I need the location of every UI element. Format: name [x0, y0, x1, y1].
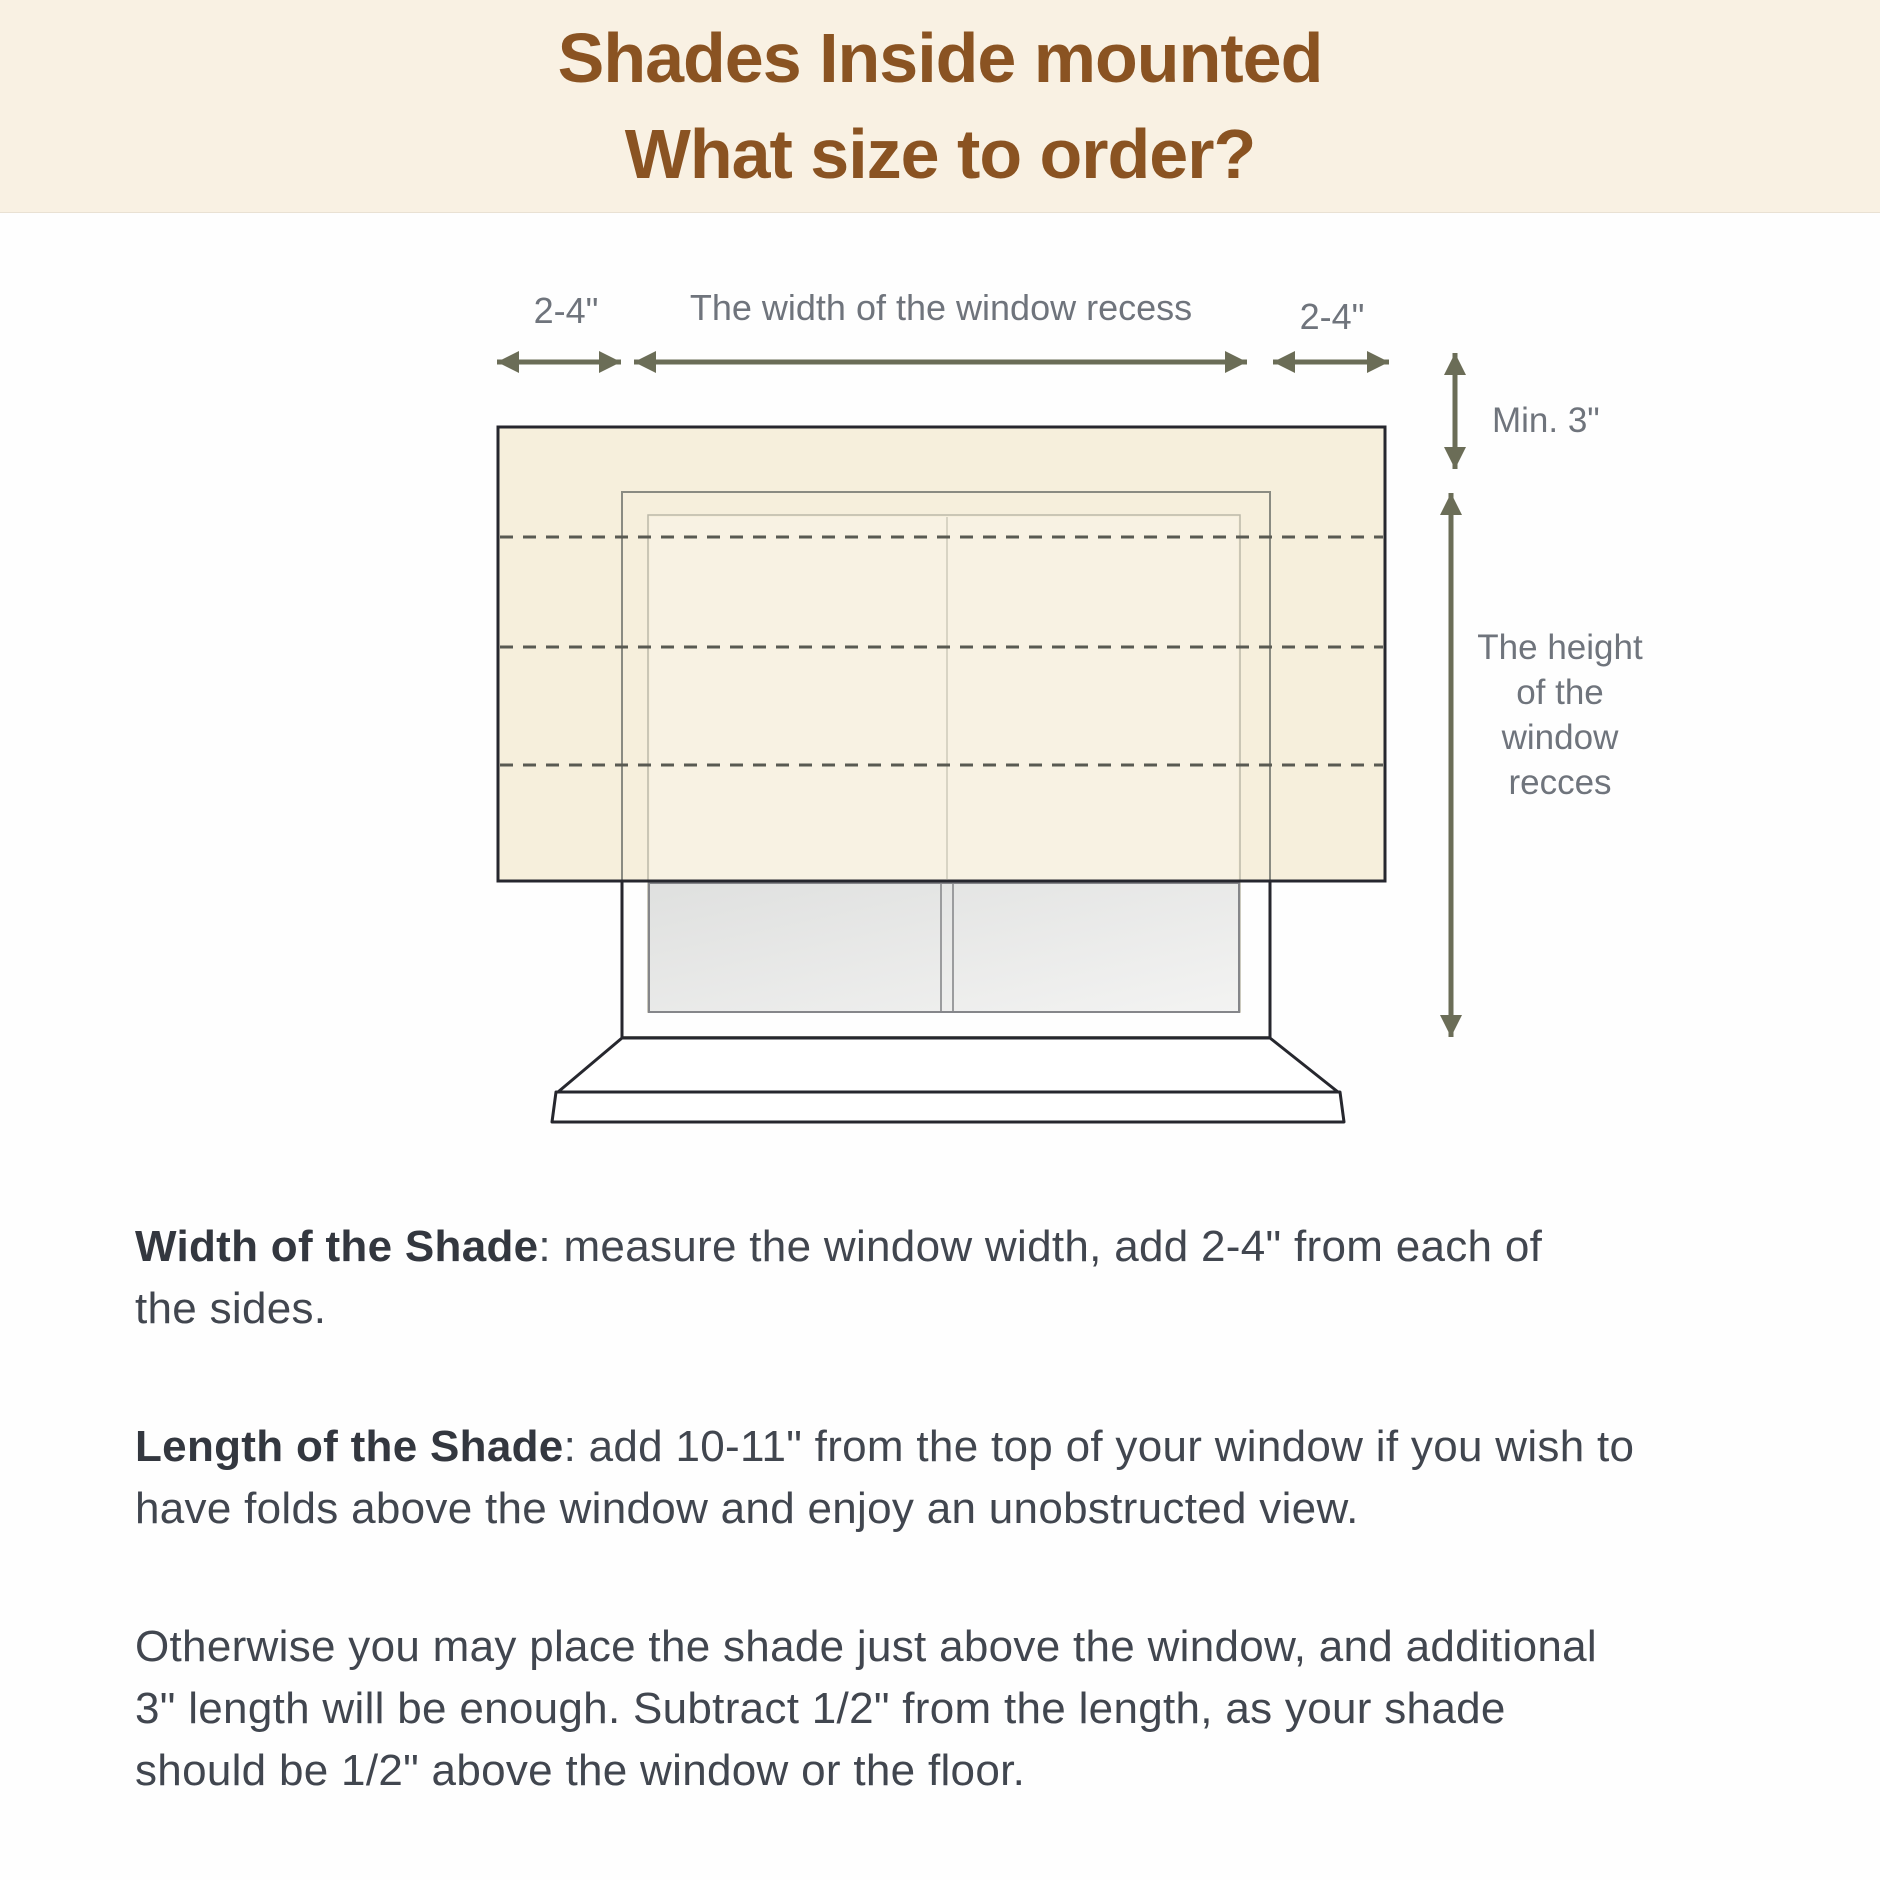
- otherwise-instruction-text2: 3" length will be enough. Subtract 1/2" from the length, as your shade: [135, 1684, 1506, 1733]
- length-instruction-text2: have folds above the window and enjoy an unobstructed view.: [135, 1484, 1359, 1533]
- width-instruction-text2: the sides.: [135, 1284, 327, 1333]
- page-title-line1: Shades Inside mounted: [557, 19, 1323, 97]
- length-instruction: [135, 1416, 1775, 1540]
- recess-height-label: [1450, 625, 1670, 805]
- right-overhang-label: 2-4": [1299, 296, 1365, 337]
- otherwise-instruction-text3: should be 1/2" above the window or the floor.: [135, 1746, 1026, 1795]
- recess-height-label-line4: recces: [1508, 763, 1612, 802]
- windowsill-front: [552, 1092, 1344, 1122]
- min-gap-label: Min. 3": [1492, 401, 1600, 440]
- otherwise-instruction: [135, 1616, 1775, 1802]
- page-title-line2: What size to order?: [624, 115, 1256, 193]
- instructions: [135, 1216, 1775, 1802]
- width-instruction: [135, 1216, 1775, 1340]
- length-instruction-lead: Length of the Shade: [135, 1422, 564, 1471]
- recess-width-label: The width of the window recess: [689, 287, 1193, 328]
- sash-tint-area: [650, 517, 1238, 880]
- windowsill-top: [558, 1038, 1338, 1092]
- width-instruction-text1: : measure the window width, add 2-4" from each of: [538, 1222, 1543, 1271]
- recess-height-label-line3: window: [1501, 718, 1619, 757]
- recess-height-label-line1: The height: [1477, 628, 1643, 667]
- left-overhang-label: 2-4": [533, 290, 599, 331]
- window-glass: [649, 883, 1239, 1012]
- width-instruction-lead: Width of the Shade: [135, 1222, 539, 1271]
- otherwise-instruction-text1: Otherwise you may place the shade just above the window, and additional: [135, 1622, 1597, 1671]
- recess-height-label-line2: of the: [1516, 673, 1604, 712]
- length-instruction-text1: : add 10-11" from the top of your window if you wish to: [563, 1422, 1635, 1471]
